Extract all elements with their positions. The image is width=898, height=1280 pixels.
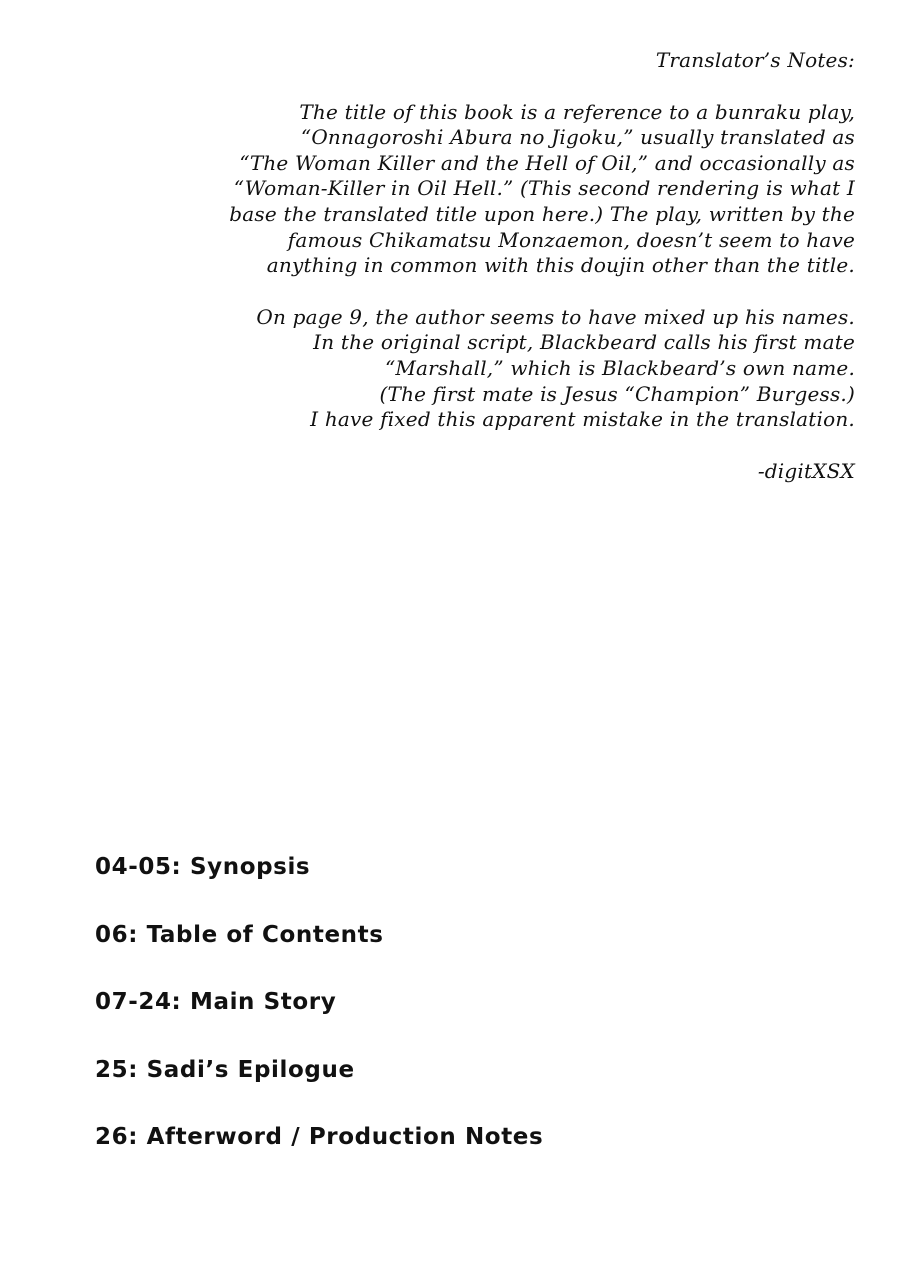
contents-item-synopsis: 04-05: Synopsis	[95, 854, 311, 880]
notes-line: The title of this book is a reference to a bunraku play,	[299, 99, 855, 124]
notes-line: anything in common with this doujin other than the title.	[266, 253, 855, 278]
notes-line: “Marshall,” which is Blackbeard’s own name.	[384, 355, 855, 380]
contents-item-epilogue: 25: Sadi’s Epilogue	[95, 1056, 355, 1083]
translator-signature: -digitXSX	[757, 458, 855, 483]
notes-line: On page 9, the author seems to have mixed up his names.	[256, 304, 855, 329]
notes-paragraph-title-reference	[155, 100, 855, 279]
notes-line: “Woman-Killer in Oil Hell.” (This second rendering is what I	[233, 176, 855, 201]
notes-line: base the translated title upon here.) The play, written by the	[229, 201, 855, 226]
notes-line: (The first mate is Jesus “Champion” Burgess.)	[379, 381, 855, 406]
notes-line: “The Woman Killer and the Hell of Oil,” and occasionally as	[239, 150, 855, 175]
contents-item-afterword: 26: Afterword / Production Notes	[95, 1124, 544, 1150]
notes-line: In the original script, Blackbeard calls his first mate	[313, 330, 855, 355]
table-of-contents	[95, 852, 543, 1190]
notes-line: famous Chikamatsu Monzaemon, doesn’t seem to have	[287, 227, 855, 252]
notes-line: I have fixed this apparent mistake in the translation.	[310, 407, 855, 432]
contents-item-table-of-contents: 06: Table of Contents	[95, 921, 384, 948]
translator-notes	[155, 48, 855, 484]
notes-line: “Onnagoroshi Abura no Jigoku,” usually translated as	[300, 125, 855, 150]
translator-notes-heading: Translator’s Notes:	[655, 48, 855, 72]
notes-paragraph-name-fix	[155, 305, 855, 433]
contents-item-main-story: 07-24: Main Story	[95, 989, 337, 1015]
